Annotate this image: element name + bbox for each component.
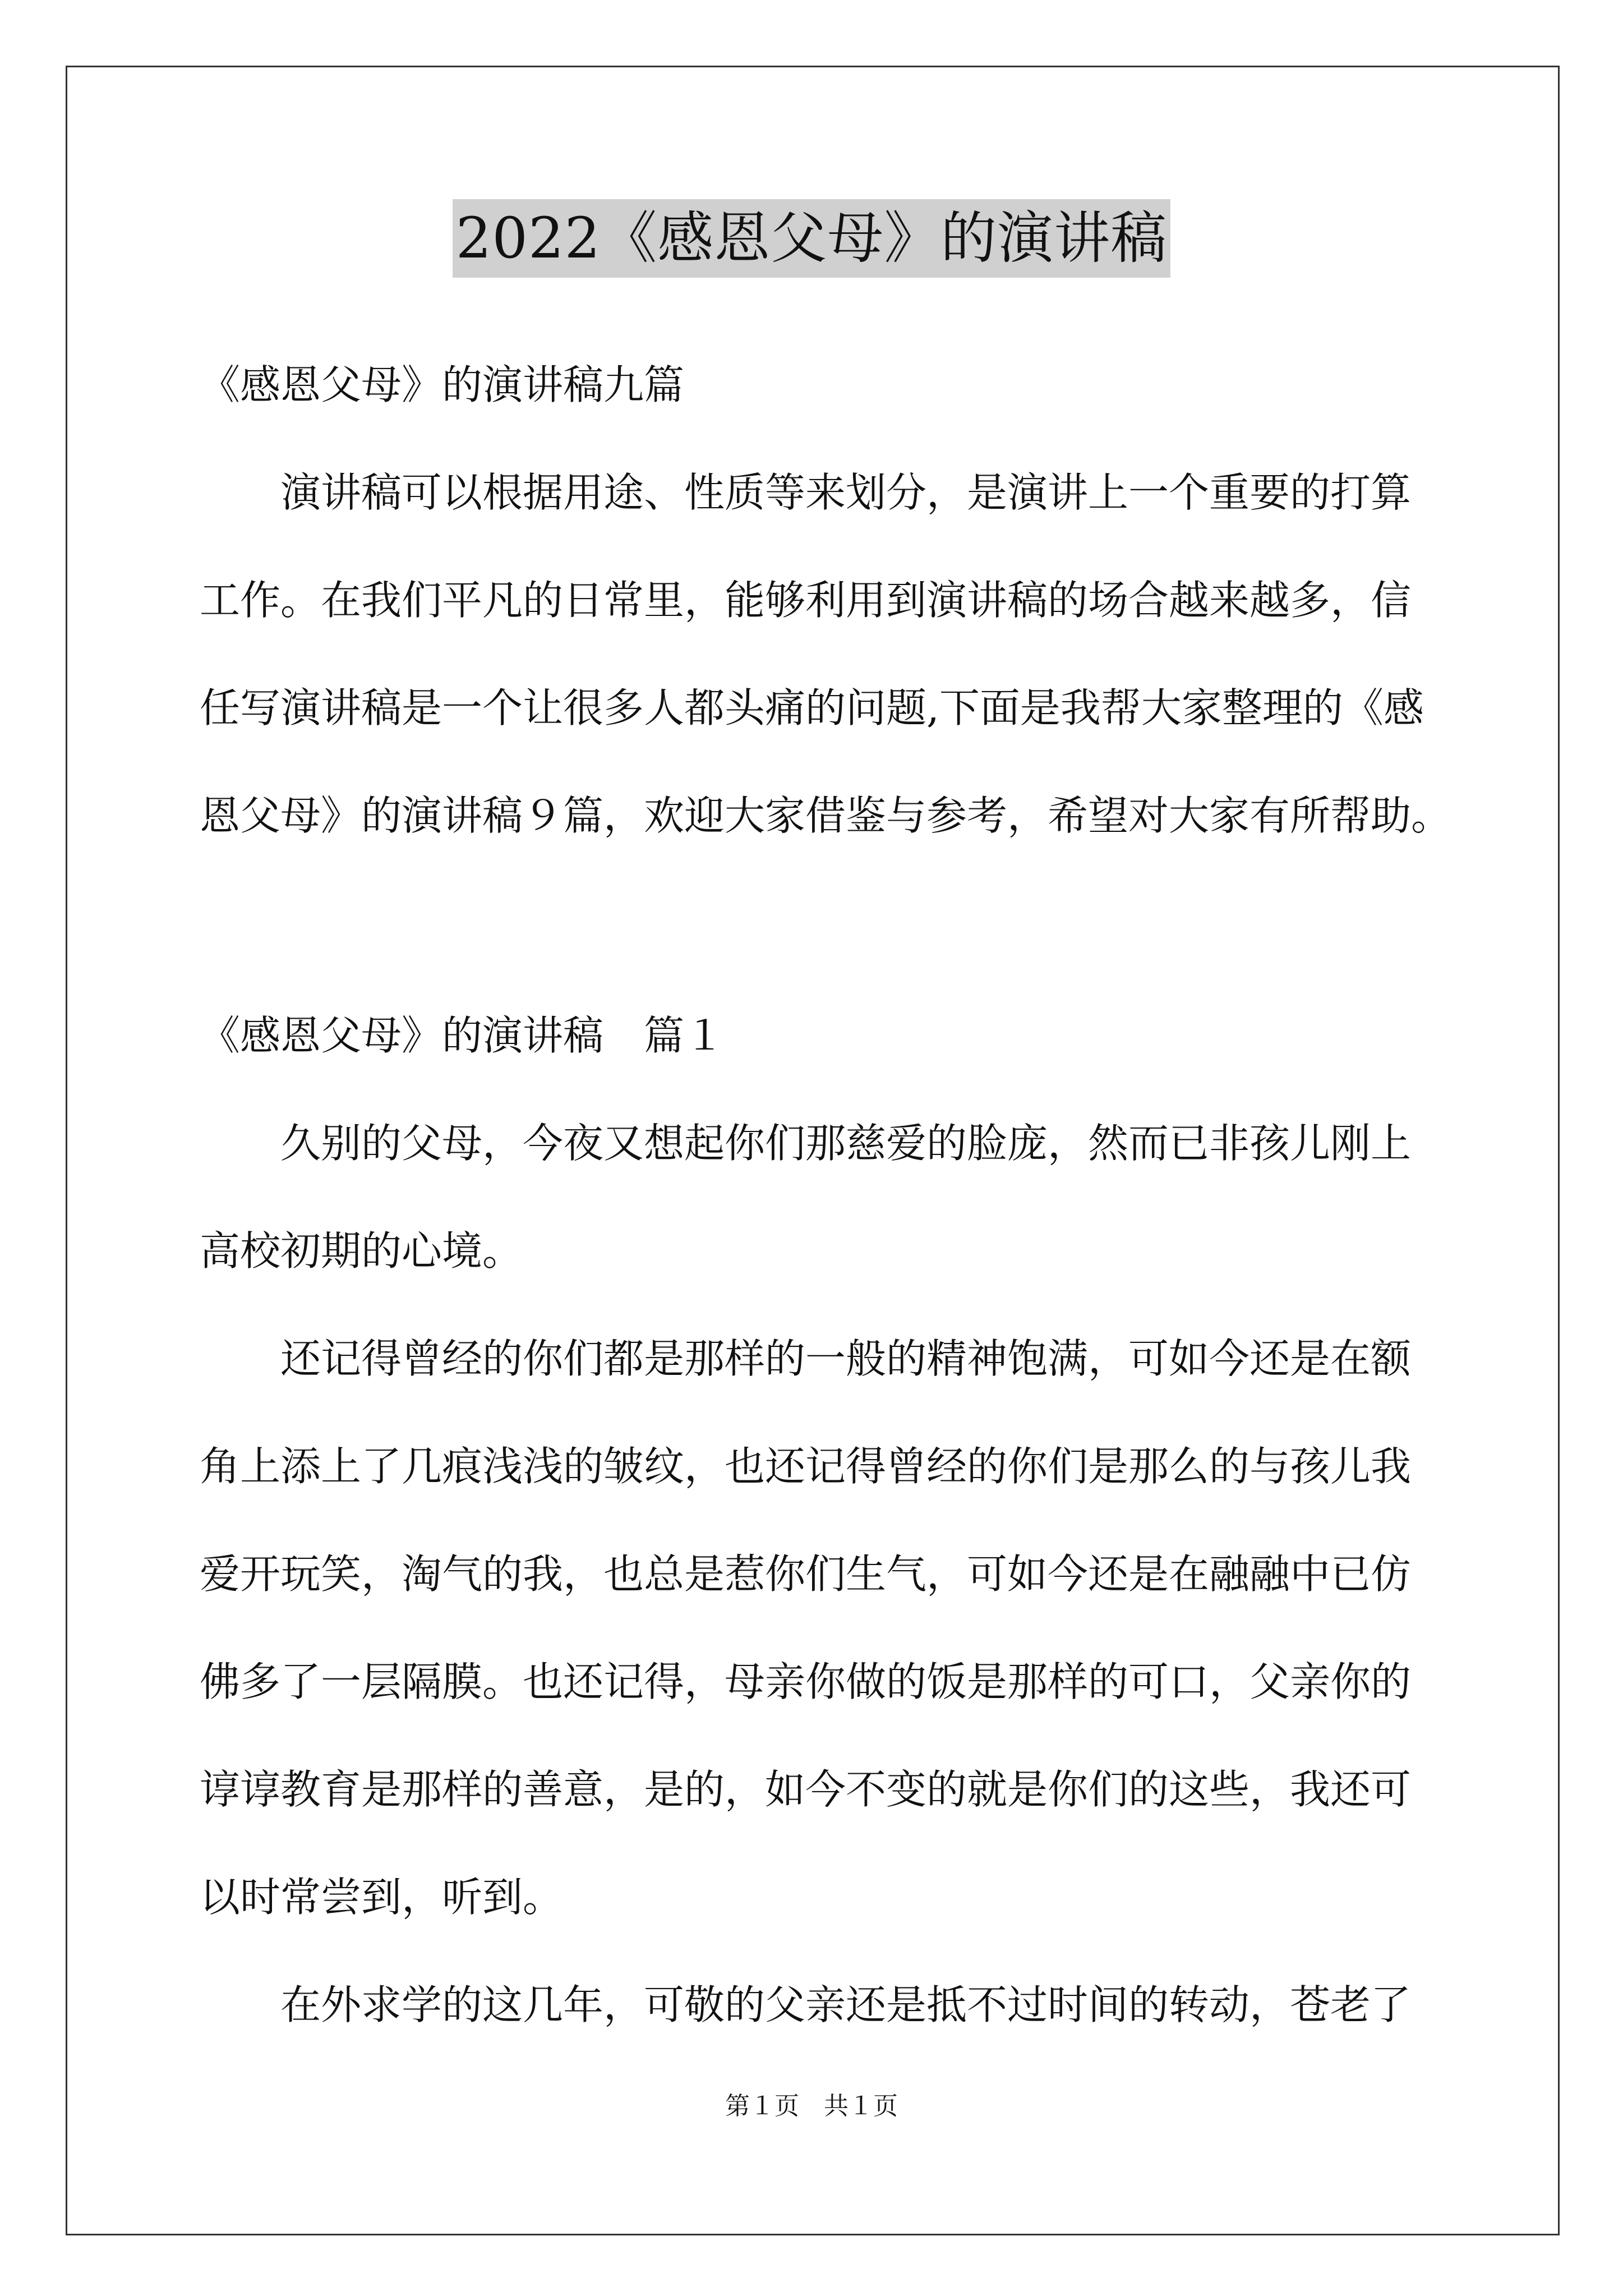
subtitle: 《感恩父母》的演讲稿九篇 (200, 361, 685, 408)
paragraph-line: 久别的父母，今夜又想起你们那慈爱的脸庞，然而已非孩儿刚上 (280, 1120, 1412, 1167)
paragraph-line: 在外求学的这几年，可敬的父亲还是抵不过时间的转动，苍老了 (280, 1981, 1412, 2028)
paragraph-line: 以时常尝到，听到。 (200, 1874, 564, 1921)
paragraph-line: 谆谆教育是那样的善意，是的，如今不变的就是你们的这些，我还可 (200, 1766, 1412, 1813)
page-footer: 第１页 共１页 (725, 2092, 898, 2120)
intro-line: 演讲稿可以根据用途、性质等来划分，是演讲上一个重要的打算 (280, 469, 1412, 516)
paragraph-line: 佛多了一层隔膜。也还记得，母亲你做的饭是那样的可口，父亲你的 (200, 1658, 1412, 1705)
paragraph-line: 还记得曾经的你们都是那样的一般的精神饱满，可如今还是在额 (280, 1335, 1412, 1382)
paragraph-line: 高校初期的心境。 (200, 1227, 523, 1274)
document-title: 2022《感恩父母》的演讲稿 (453, 199, 1171, 278)
paragraph-line: 爱开玩笑，淘气的我，也总是惹你们生气，可如今还是在融融中已仿 (200, 1550, 1412, 1598)
document-body (200, 331, 1452, 2059)
intro-line: 恩父母》的演讲稿９篇，欢迎大家借鉴与参考，希望对大家有所帮助。 (200, 792, 1452, 839)
title-container (0, 199, 1623, 278)
intro-line: 任写演讲稿是一个让很多人都头痛的问题,下面是我帮大家整理的《感 (200, 684, 1424, 731)
section-gap (200, 869, 1433, 982)
section-heading: 《感恩父母》的演讲稿 篇１ (200, 1012, 725, 1059)
intro-line: 工作。在我们平凡的日常里，能够利用到演讲稿的场合越来越多，信 (200, 577, 1412, 624)
paragraph-line: 角上添上了几痕浅浅的皱纹，也还记得曾经的你们是那么的与孩儿我 (200, 1443, 1412, 1490)
